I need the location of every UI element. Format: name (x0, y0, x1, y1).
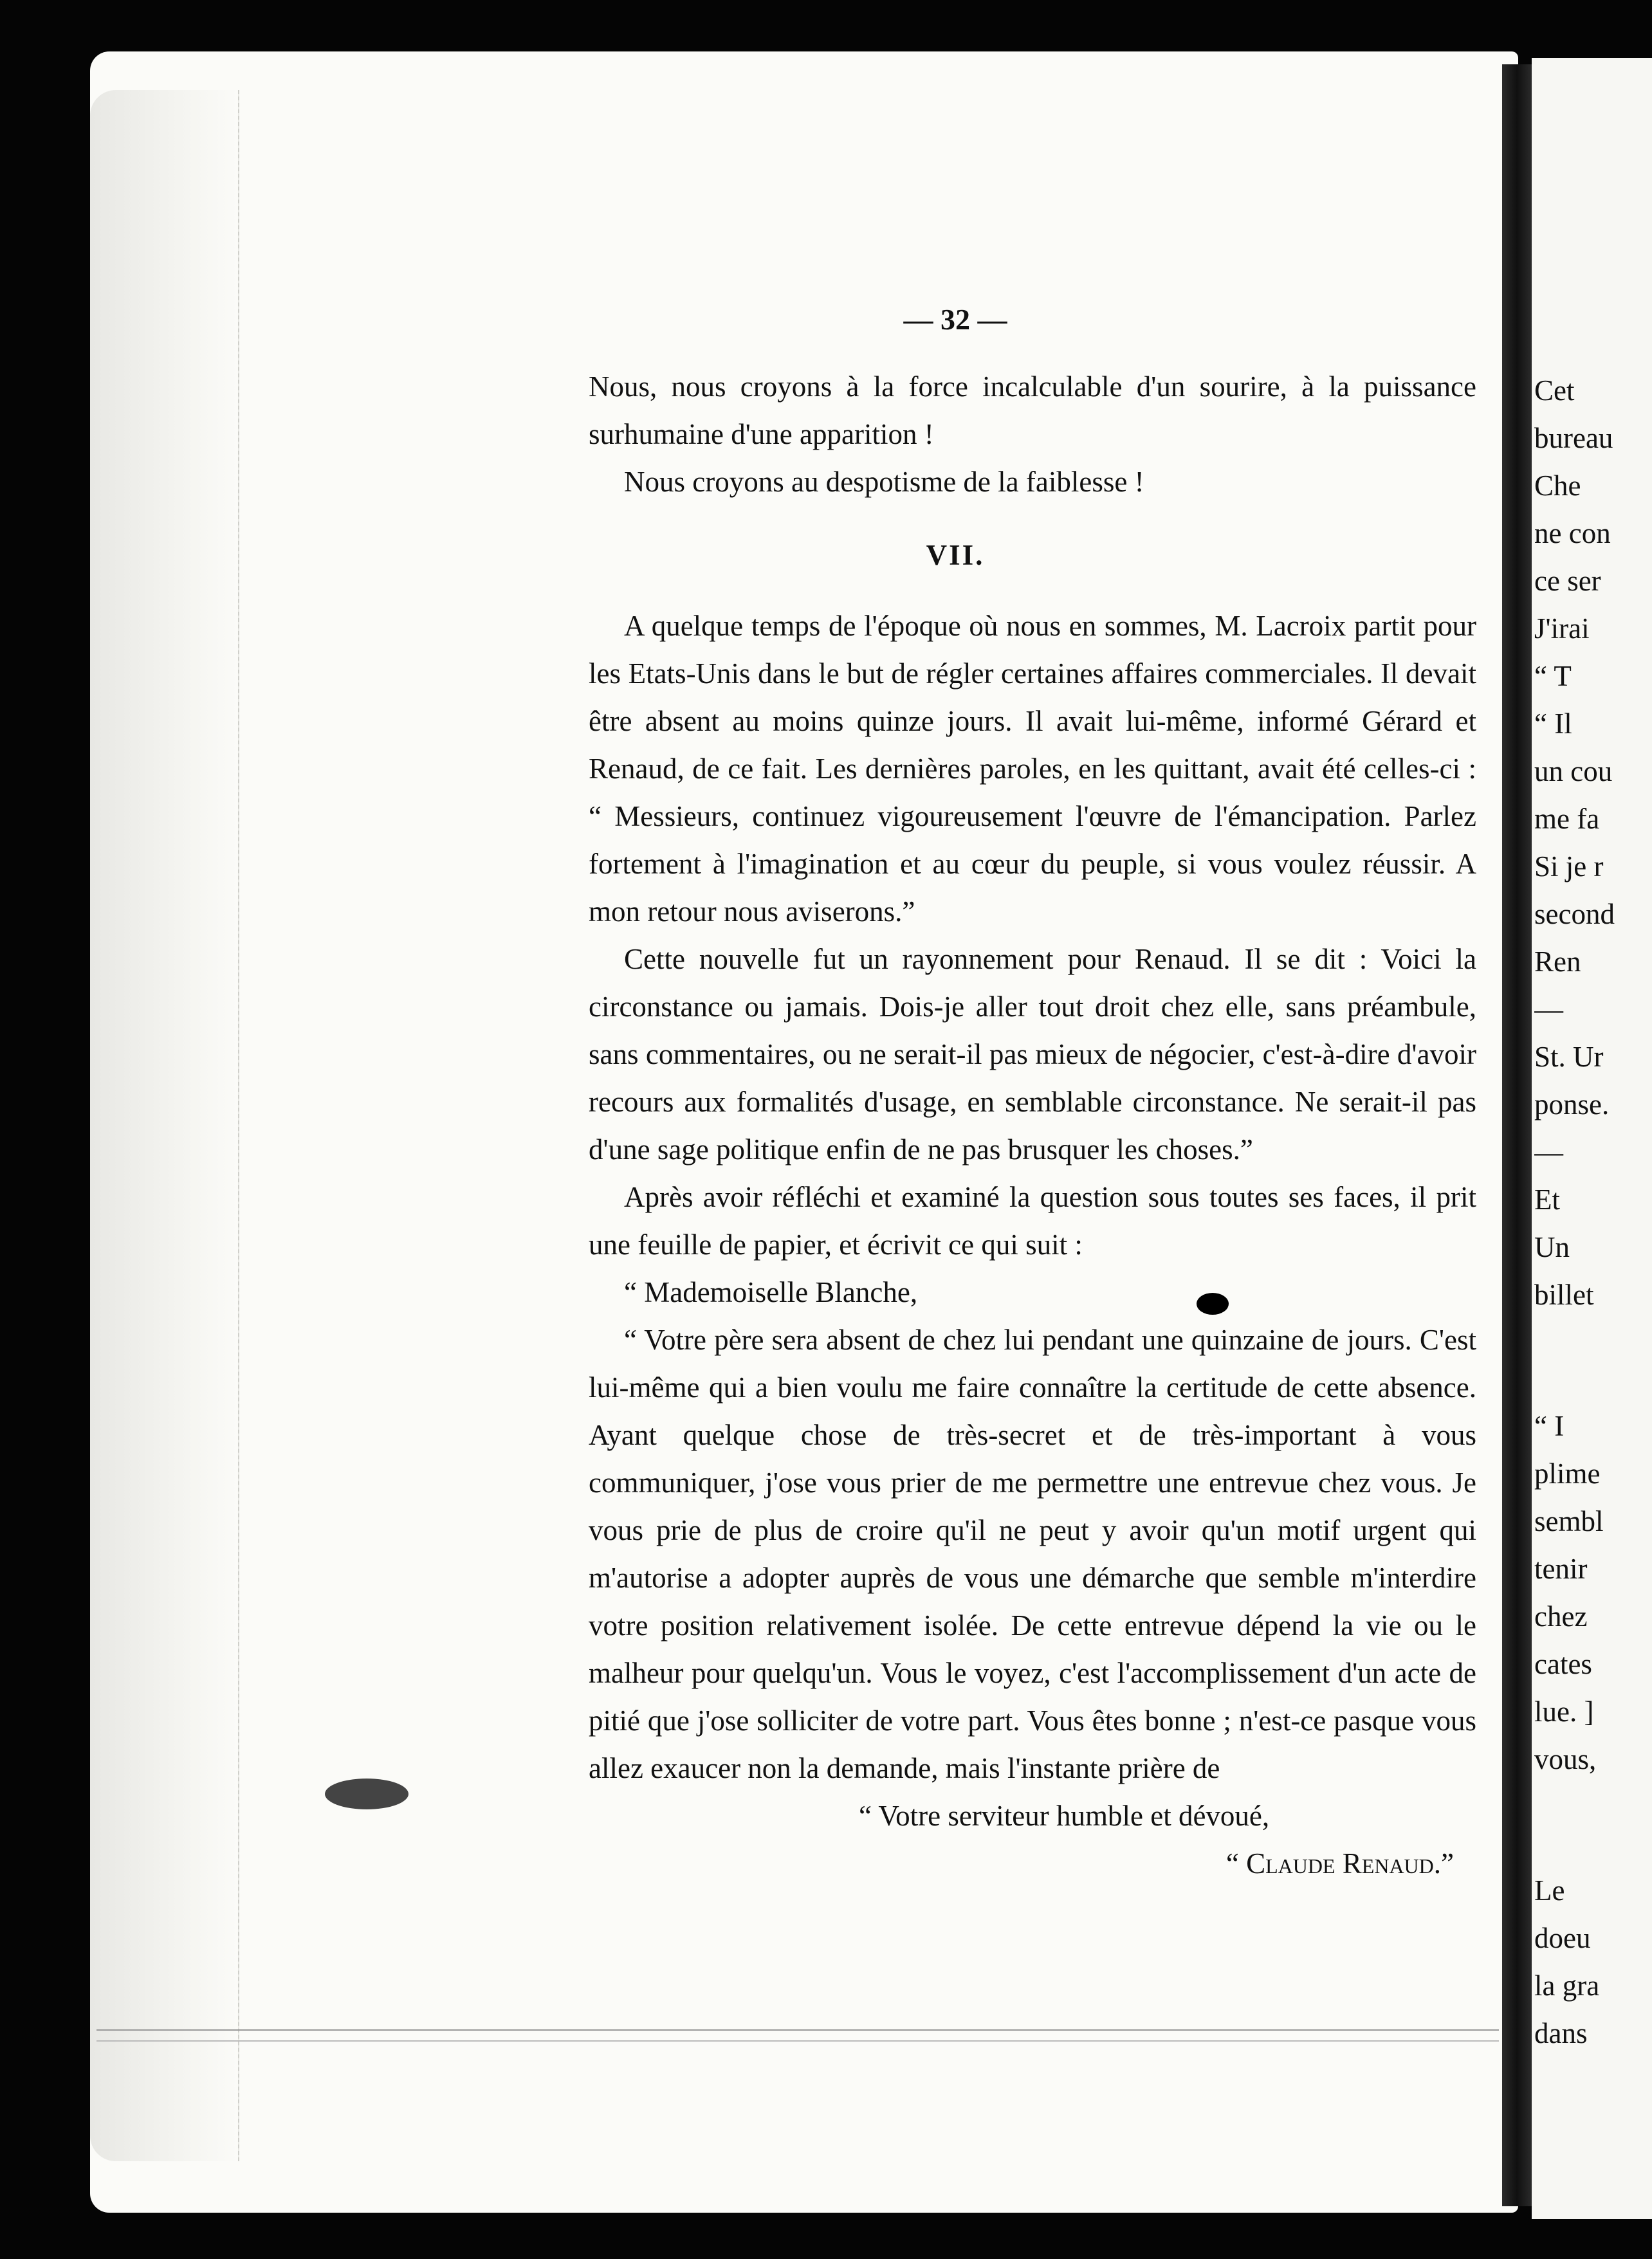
facing-page-line: doeu (1534, 1922, 1591, 1954)
facing-page-line: ne con (1534, 517, 1611, 549)
facing-page-line: ponse. (1534, 1088, 1610, 1120)
section-heading: VII. (926, 539, 985, 571)
letter-closing: “ Votre serviteur humble et dévoué, (859, 1800, 1270, 1832)
book-gutter (1502, 64, 1532, 2206)
facing-page-line: St. Ur (1534, 1041, 1604, 1073)
page-text (589, 296, 1476, 1887)
facing-page-line: me fa (1534, 803, 1600, 835)
facing-page-line: — (1534, 993, 1563, 1025)
facing-page-line: lue. ] (1534, 1696, 1594, 1728)
facing-page-line: Et (1534, 1184, 1560, 1216)
page-bottom-line (96, 2029, 1499, 2031)
facing-page-line: Che (1534, 470, 1581, 502)
facing-page-line: billet (1534, 1279, 1594, 1311)
facing-page-line: chez (1534, 1600, 1588, 1633)
page-number: — 32 — (903, 303, 1007, 336)
letter-salutation: “ Mademoiselle Blanche, (624, 1276, 918, 1308)
facing-page-line: ce ser (1534, 565, 1601, 597)
facing-page-line: Ren (1534, 946, 1581, 978)
letter-signature: “ Claude Renaud.” (1225, 1847, 1454, 1879)
facing-page-line: dans (1534, 2017, 1588, 2049)
facing-page-line: Cet (1534, 374, 1575, 407)
paragraph: Nous croyons au despotisme de la faiblesse ! (624, 466, 1144, 498)
facing-page-line: plime (1534, 1458, 1601, 1490)
facing-page-line: la gra (1534, 1970, 1600, 2002)
facing-page-line: — (1534, 1136, 1563, 1168)
facing-page-line: Le (1534, 1874, 1565, 1907)
facing-page-line: Si je r (1534, 850, 1604, 883)
facing-page-line: bureau (1534, 422, 1613, 454)
paragraph: A quelque temps de l'époque où nous en sommes, M. Lacroix partit pour les Etats-Unis dans le but de régler certaines affaires commerciales. Il devait être absent au moins quinze jours. Il avait lui-même, informé Gérard et Renaud, de ce fait. Les dernières paroles, en les quittant, avait été celles-ci : “ Messieurs, continuez vigoureusement l'œuvre de l'émancipation. Parlez fortement à l'imagination et au cœur du peuple, si vous voulez réussir. A mon retour nous aviserons.” (589, 610, 1476, 928)
facing-page-line: vous, (1534, 1743, 1597, 1775)
facing-page-line: second (1534, 898, 1615, 930)
facing-page-line: “ T (1534, 660, 1572, 692)
paragraph: Nous, nous croyons à la force incalculable d'un sourire, à la puissance surhumaine d'une apparition ! (589, 370, 1476, 450)
facing-page-line: sembl (1534, 1505, 1604, 1537)
paragraph: Cette nouvelle fut un rayonnement pour Renaud. Il se dit : Voici la circonstance ou jamais. Dois-je aller tout droit chez elle, sans préambule, sans commentaires, ou ne serait-il pas mieux de négocier, c'est-à-dire d'avoir recours aux formalités d'usage, en semblable circonstance. Ne serait-il pas d'une sage politique enfin de ne pas brusquer les choses.” (589, 943, 1476, 1166)
facing-page-line (1534, 1319, 1652, 1402)
facing-page-line: cates (1534, 1648, 1592, 1680)
ink-smudge (325, 1779, 408, 1809)
facing-page-line: “ Il (1534, 708, 1572, 740)
page-torn-edge (90, 90, 239, 2161)
page-bottom-line-2 (96, 2040, 1499, 2042)
letter-body: “ Votre père sera absent de chez lui pendant une quinzaine de jours. C'est lui-même qui a bien voulu me faire connaître la certitude de cette absence. Ayant quelque chose de très-secret et de très-important à vous communiquer, j'ose vous prier de me permettre une entrevue chez vous. Je vous prie de plus de croire qu'il ne peut y avoir qu'un motif urgent qui m'autorise a adopter auprès de vous une démarche que semble m'interdire votre position relativement isolée. De cette entrevue dépend la vie ou le malheur pour quelqu'un. Vous le voyez, c'est l'accomplissement d'un acte de pitié que j'ose solliciter de votre part. Vous êtes bonne ; n'est-ce pasque vous allez exaucer non la demande, mais l'instante prière de (589, 1324, 1476, 1784)
paragraph: Après avoir réfléchi et examiné la question sous toutes ses faces, il prit une feuille de papier, et écrivit ce qui suit : (589, 1181, 1476, 1261)
facing-page-line: un cou (1534, 755, 1613, 787)
facing-page-line: J'irai (1534, 612, 1590, 645)
facing-page-line: Un (1534, 1231, 1570, 1263)
facing-page-line: tenir (1534, 1553, 1588, 1585)
facing-page-text (1534, 367, 1652, 2057)
facing-page-line: “ I (1534, 1410, 1565, 1442)
facing-page-line (1534, 1783, 1652, 1867)
